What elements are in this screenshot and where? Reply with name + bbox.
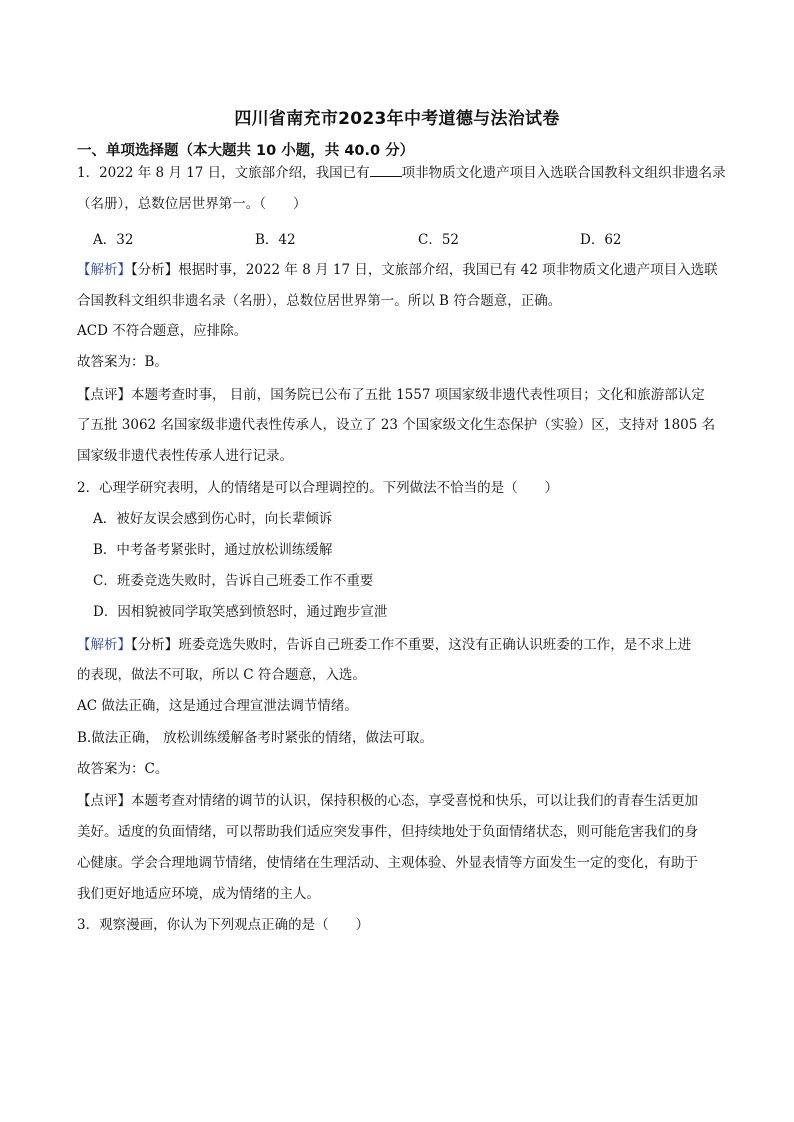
question-1-analysis-line-2: 合国教科文组织非遗名录（名册），总数位居世界第一。所以 B 符合题意，正确。: [77, 293, 562, 309]
question-1-option-c: C．52: [418, 232, 460, 248]
question-1-comment-line-2: 了五批 3062 名国家级非遗代表性传承人，设立了 23 个国家级文化生态保护（实验）区，支持对 1805 名: [77, 417, 716, 433]
question-2-analysis: [77, 636, 749, 654]
question-2-comment: 【点评】本题考查对情绪的调节的认识，保持积极的心态，享受喜悦和快乐，可以让我们的青春生活更加: [77, 793, 698, 809]
analysis-tag: 【解析】: [77, 262, 131, 278]
question-3-stem: 3．观察漫画，你认为下列观点正确的是（ ）: [77, 917, 370, 933]
analysis-tag: 【解析】: [77, 637, 131, 653]
question-1-comment-line-3: 国家级非遗代表性传承人进行记录。: [77, 448, 293, 464]
question-1-analysis-line-3: ACD 不符合题意，应排除。: [77, 323, 248, 339]
question-2-answer: 故答案为：C。: [77, 761, 169, 777]
question-2-comment-line-4: 我们更好地适应环境，成为情绪的主人。: [77, 886, 320, 902]
question-2-option-d: D．因相貌被同学取笑感到愤怒时，通过跑步宣泄: [93, 604, 388, 620]
question-1-answer: 故答案为：B。: [77, 354, 168, 370]
question-2-analysis-line-3: AC 做法正确，这是通过合理宣泄法调节情绪。: [77, 698, 358, 714]
analysis-text: 【分析】班委竞选失败时，告诉自己班委工作不重要，这没有正确认识班委的工作，是不求上进: [131, 637, 692, 653]
page-title: 四川省南充市2023年中考道德与法治试卷: [234, 109, 560, 129]
question-1-option-d: D．62: [580, 232, 622, 248]
question-2-analysis-line-4: B.做法正确， 放松训练缓解备考时紧张的情绪，做法可取。: [77, 730, 434, 746]
question-2-option-b: B．中考备考紧张时，通过放松训练缓解: [93, 542, 333, 558]
question-2-comment-line-3: 心健康。学会合理地调节情绪，使情绪在生理活动、主观体验、外显表情等方面发生一定的变化，有助于: [77, 855, 698, 871]
question-1-stem-line-2: （名册），总数位居世界第一。（ ）: [77, 196, 307, 212]
question-1-comment: 【点评】本题考查时事， 目前，国务院已公布了五批 1557 项国家级非遗代表性项目；文化和旅游部认定: [77, 387, 705, 403]
question-1-option-b: B．42: [255, 232, 296, 248]
question-1-analysis: [77, 261, 749, 279]
section-heading: 一、单项选择题（本大题共 10 小题，共 40.0 分）: [77, 143, 415, 159]
question-1-option-a: A．32: [93, 232, 134, 248]
question-1-stem-part-b: 项非物质文化遗产项目入选联合国教科文组织非遗名录: [401, 165, 726, 181]
answer-blank: [370, 164, 402, 177]
question-2-option-a: A．被好友误会感到伤心时，向长辈倾诉: [93, 511, 333, 527]
question-2-comment-line-2: 美好。适度的负面情绪，可以帮助我们适应突发事件，但持续地处于负面情绪状态，则可能危害我们的身: [77, 824, 698, 840]
question-1-stem-part-a: 1．2022 年 8 月 17 日，文旅部介绍，我国已有: [77, 165, 370, 181]
analysis-text: 【分析】根据时事，2022 年 8 月 17 日，文旅部介绍，我国已有 42 项非物质文化遗产项目入选联: [131, 262, 718, 278]
question-2-analysis-line-2: 的表现，做法不可取，所以 C 符合题意，入选。: [77, 667, 366, 683]
question-2-option-c: C．班委竞选失败时，告诉自己班委工作不重要: [93, 573, 374, 589]
question-2-stem: 2．心理学研究表明，人的情绪是可以合理调控的。下列做法不恰当的是（ ）: [77, 480, 559, 496]
question-1-stem: [77, 164, 749, 182]
